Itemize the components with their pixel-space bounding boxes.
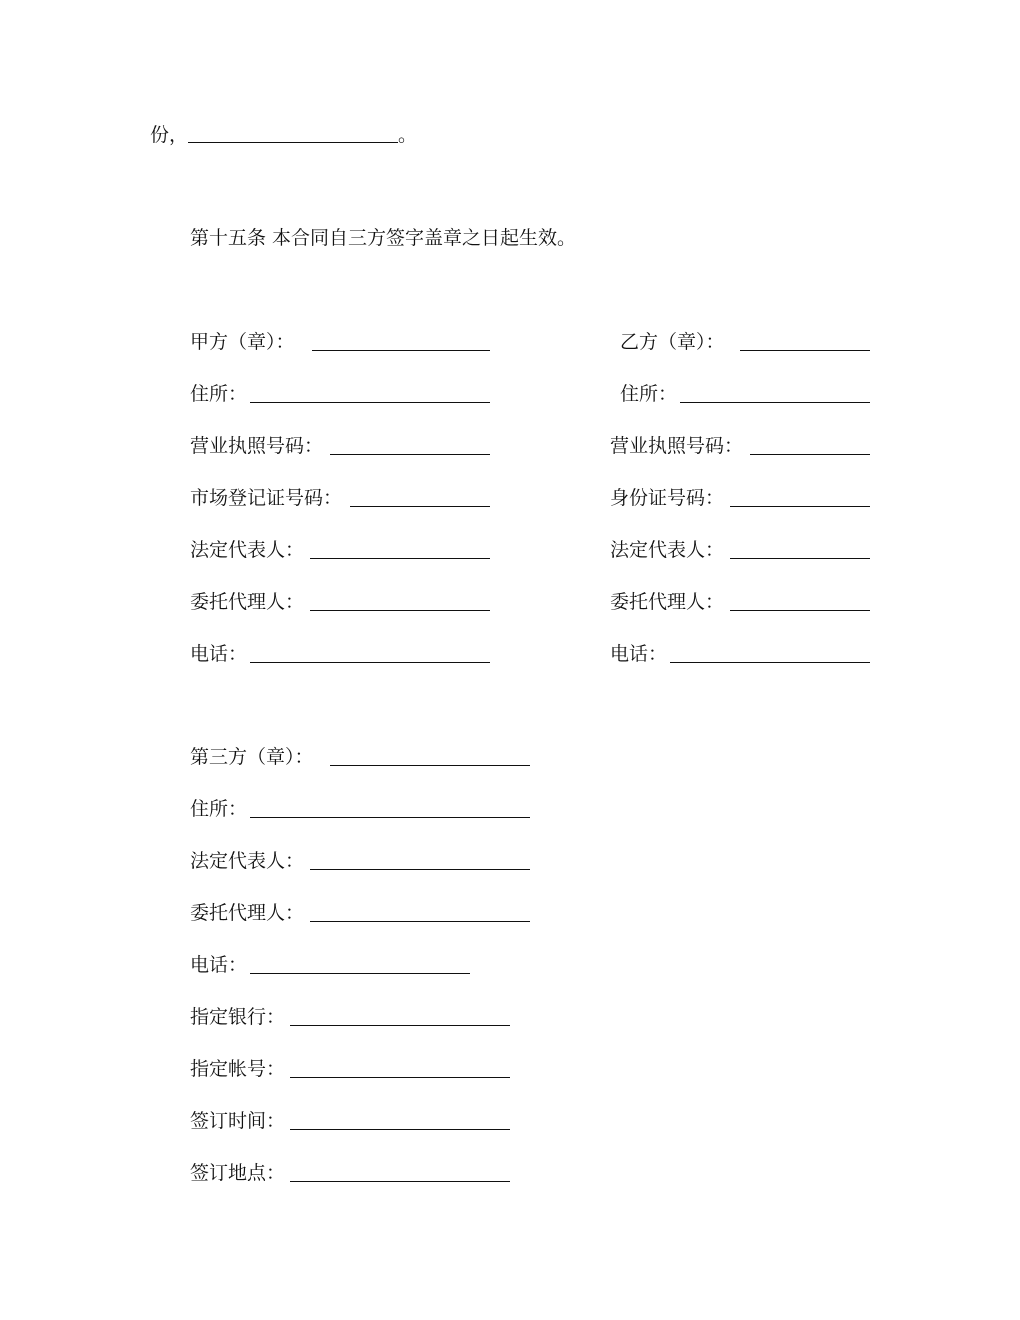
party-c-address-blank <box>250 817 530 818</box>
party-b-field-agent: 委托代理人： <box>610 591 725 613</box>
party-a-market-reg-blank <box>350 506 490 507</box>
party-a-address-blank <box>250 402 490 403</box>
party-c-account-blank <box>290 1077 510 1078</box>
party-a-field-address: 住所： <box>190 383 248 405</box>
party-b-agent-blank <box>730 610 870 611</box>
party-c-sign-place-blank <box>290 1181 510 1182</box>
party-b-address-blank <box>680 402 870 403</box>
party-b-title: 乙方（章）： <box>620 331 725 353</box>
party-c-field-phone: 电话： <box>190 954 248 976</box>
party-c-field-account: 指定帐号： <box>190 1058 286 1080</box>
party-c-legal-rep-blank <box>310 869 530 870</box>
party-b-title-blank <box>740 350 870 351</box>
party-a-field-license: 营业执照号码： <box>190 435 324 457</box>
party-c-field-sign-place: 签订地点： <box>190 1162 286 1184</box>
party-c-phone-blank <box>250 973 470 974</box>
party-a-field-phone: 电话： <box>190 643 248 665</box>
party-c-field-agent: 委托代理人： <box>190 902 305 924</box>
intro-line <box>150 122 417 147</box>
intro-prefix: 份， <box>150 124 189 146</box>
party-a-phone-blank <box>250 662 490 663</box>
party-a-title: 甲方（章）： <box>190 331 295 353</box>
intro-blank <box>188 122 398 143</box>
party-b-field-legal-rep: 法定代表人： <box>610 539 725 561</box>
party-b-field-address: 住所： <box>620 383 678 405</box>
party-a-title-blank <box>312 350 490 351</box>
party-c-field-sign-time: 签订时间： <box>190 1110 286 1132</box>
party-c-field-bank: 指定银行： <box>190 1006 286 1028</box>
party-c-title: 第三方（章）： <box>190 746 314 768</box>
party-c-title-blank <box>330 765 530 766</box>
article-15: 第十五条 本合同自三方签字盖章之日起生效。 <box>190 227 577 249</box>
party-b-id-blank <box>730 506 870 507</box>
party-b-field-license: 营业执照号码： <box>610 435 744 457</box>
party-b-legal-rep-blank <box>730 558 870 559</box>
party-c-bank-blank <box>290 1025 510 1026</box>
party-a-license-blank <box>330 454 490 455</box>
party-a-field-agent: 委托代理人： <box>190 591 305 613</box>
party-a-legal-rep-blank <box>310 558 490 559</box>
party-c-sign-time-blank <box>290 1129 510 1130</box>
party-a-field-market-reg: 市场登记证号码： <box>190 487 343 509</box>
party-b-field-id: 身份证号码： <box>610 487 725 509</box>
intro-suffix: 。 <box>398 124 418 146</box>
party-c-field-legal-rep: 法定代表人： <box>190 850 305 872</box>
party-b-field-phone: 电话： <box>610 643 668 665</box>
party-a-agent-blank <box>310 610 490 611</box>
party-a-field-legal-rep: 法定代表人： <box>190 539 305 561</box>
party-c-agent-blank <box>310 921 530 922</box>
party-b-license-blank <box>750 454 870 455</box>
party-b-phone-blank <box>670 662 870 663</box>
party-c-field-address: 住所： <box>190 798 248 820</box>
